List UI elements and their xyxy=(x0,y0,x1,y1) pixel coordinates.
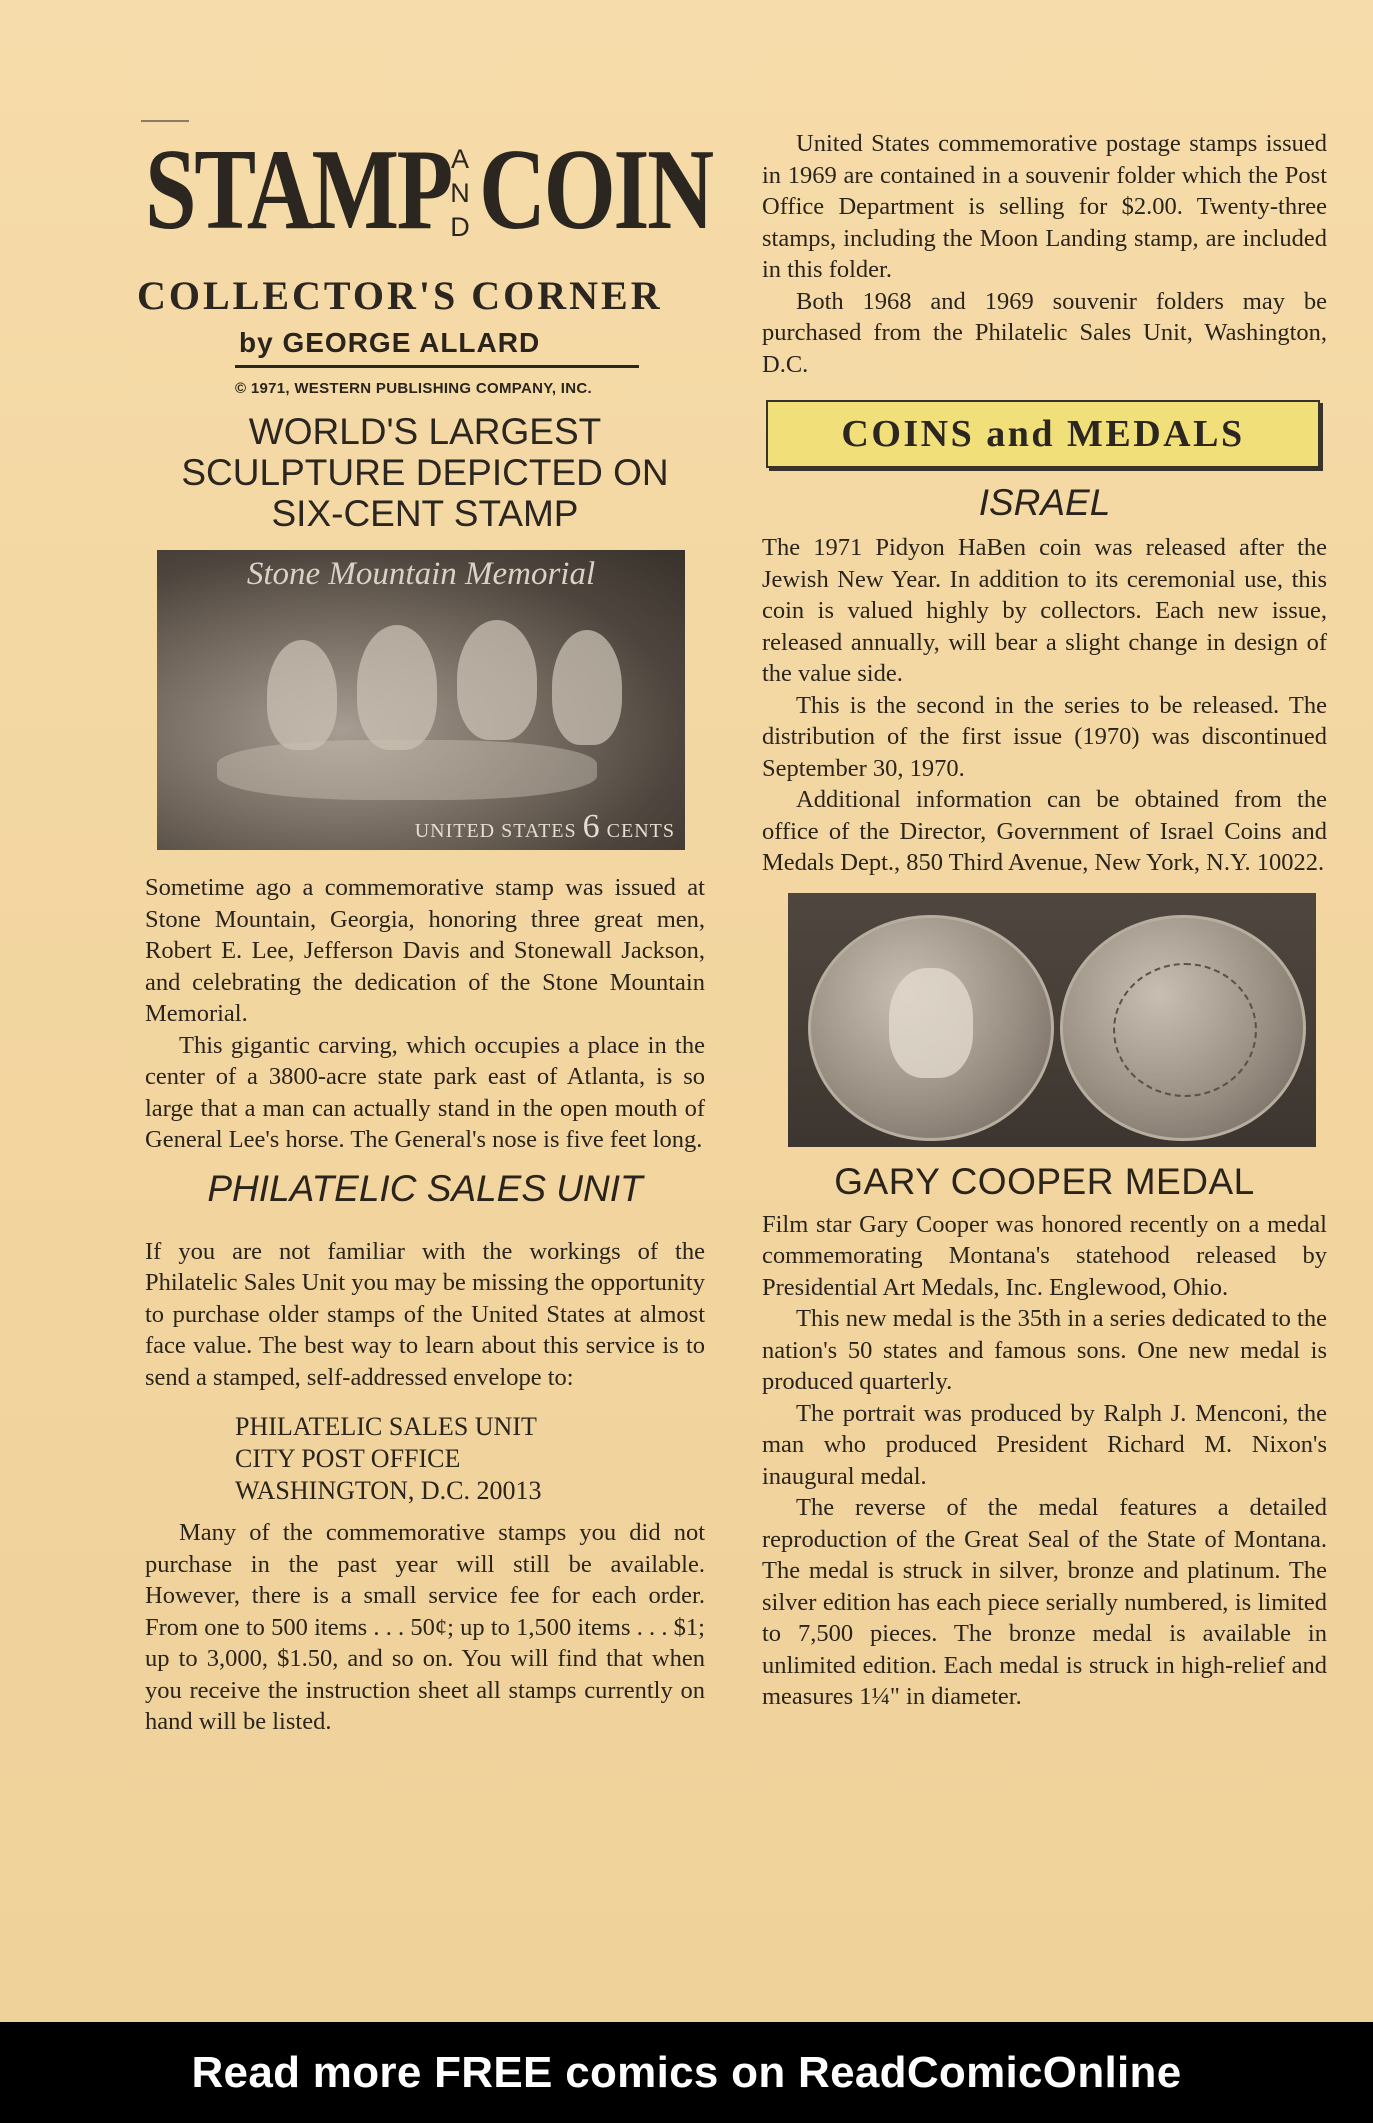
medal-paragraph: The reverse of the medal features a detailed reproduction of the Great Seal of the State of Montana. The medal is struck in silver, bronze and platinum. The silver edition has each piece serially numbered, is limited to 7,500 pieces. The bronze medal is available in unlimited edition. Each medal is struck in high-relief and measures 1¼" in diameter. xyxy=(762,1494,1327,1710)
israel-paragraph: The 1971 Pidyon HaBen coin was released after the Jewish New Year. In addition to its ceremonial use, this coin is valued highly by collectors. Each new issue, released annually, will bear a slight change in design of the value side. xyxy=(762,534,1327,687)
israel-paragraph: This is the second in the series to be released. The distribution of the first issue (1970) was discontinued September 30, 1970. xyxy=(762,691,1327,782)
article2-body: Many of the commemorative stamps you did not purchase in the past year will still be available. However, there is a small service fee for each order. From one to 500 items . . . 50¢; up to 1,500 items . . . $1; up to 3,000, $1.50, and so on. You will find that when you receive the instruction sheet all stamps currently on hand will be listed. xyxy=(145,1519,705,1735)
souvenir-folder-paragraph: Both 1968 and 1969 souvenir folders may be purchased from the Philatelic Sales Unit, Washington, D.C. xyxy=(762,287,1327,378)
mailing-address xyxy=(235,1411,705,1507)
headline-line: WORLD'S LARGEST xyxy=(248,411,602,452)
medal-heading: GARY COOPER MEDAL xyxy=(834,1160,1255,1202)
medal-paragraph: This new medal is the 35th in a series dedicated to the nation's 50 states and famous sons. One new medal is produced quarterly. xyxy=(762,1305,1327,1395)
article2-intro: If you are not familiar with the workings of the Philatelic Sales Unit you may be missing the opportunity to purchase older stamps of the United States at almost face value. The best way to learn about this service is to send a stamped, self-addressed envelope to: xyxy=(145,1237,705,1391)
carving-figure xyxy=(457,620,537,740)
medal-obverse xyxy=(808,915,1054,1141)
israel-paragraph: Additional information can be obtained from the office of the Director, Government of Israel Coins and Medals Dept., 850 Third Avenue, New York, N.Y. 10022. xyxy=(762,786,1327,876)
masthead-subtitle: COLLECTOR'S CORNER xyxy=(137,273,663,318)
address-line: WASHINGTON, D.C. 20013 xyxy=(235,1476,542,1505)
masthead-and-letter: A xyxy=(450,144,469,174)
masthead-and-letters xyxy=(448,142,472,244)
carving-figure xyxy=(267,640,337,750)
carving-horses xyxy=(217,740,597,800)
article1-headline xyxy=(145,411,705,534)
headline-line: SIX-CENT STAMP xyxy=(271,493,579,534)
stone-mountain-stamp-image xyxy=(157,550,685,850)
article1-paragraph: Sometime ago a commemorative stamp was issued at Stone Mountain, Georgia, honoring three great men, Robert E. Lee, Jefferson Davis and Stonewall Jackson, and celebrating the dedication of the Stone Mountain Memorial. xyxy=(145,874,705,1027)
stamp-cents: CENTS xyxy=(606,820,675,842)
masthead-coin-word: COIN xyxy=(479,126,712,254)
address-line: CITY POST OFFICE xyxy=(235,1444,461,1473)
masthead-stamp-word: STAMP xyxy=(145,126,451,254)
article1-body xyxy=(145,872,705,1156)
coins-and-medals-banner xyxy=(766,400,1320,468)
medal-paragraph: Film star Gary Cooper was honored recently on a medal commemorating Montana's statehood released by Presidential Art Medals, Inc. Englewood, Ohio. xyxy=(762,1210,1327,1301)
coins-and-medals-label: COINS and MEDALS xyxy=(841,413,1245,455)
masthead xyxy=(145,120,712,270)
medal-reverse xyxy=(1060,915,1306,1141)
carving-figure xyxy=(552,630,622,745)
article2-title: PHILATELIC SALES UNIT xyxy=(207,1167,643,1209)
right-column xyxy=(762,128,1327,1713)
stamp-caption-bottom xyxy=(415,808,675,846)
address-line: PHILATELIC SALES UNIT xyxy=(235,1412,537,1441)
israel-heading: ISRAEL xyxy=(978,482,1111,523)
headline-line: SCULPTURE DEPICTED ON xyxy=(181,452,669,493)
masthead-and-letter: N xyxy=(450,178,470,208)
carving-figure xyxy=(357,625,437,750)
masthead-and-letter: D xyxy=(450,212,470,242)
article1-paragraph: This gigantic carving, which occupies a place in the center of a 3800-acre state park east of Atlanta, is so large that a man can actually stand in the open mouth of General Lee's horse. The General's nose is five feet long. xyxy=(145,1031,705,1153)
souvenir-folder-paragraph: United States commemorative postage stamps issued in 1969 are contained in a souvenir folder which the Post Office Department is selling for $2.00. Twenty-three stamps, including the Moon Landing stamp, are included in this folder. xyxy=(762,130,1327,283)
medal-paragraph: The portrait was produced by Ralph J. Menconi, the man who produced President Richard M. Nixon's inaugural medal. xyxy=(762,1399,1327,1490)
medal-portrait xyxy=(889,968,973,1078)
stamp-denomination: 6 xyxy=(582,808,601,845)
copyright-notice: © 1971, WESTERN PUBLISHING COMPANY, INC. xyxy=(235,380,592,397)
medal-state-seal xyxy=(1113,963,1257,1097)
byline: by GEORGE ALLARD xyxy=(235,327,639,368)
stamp-country: UNITED STATES xyxy=(414,820,577,842)
promo-footer-banner[interactable] xyxy=(0,2022,1373,2123)
left-column xyxy=(137,120,712,1738)
stamp-caption-top: Stone Mountain Memorial xyxy=(246,556,596,592)
gary-cooper-medal-image xyxy=(788,893,1316,1147)
promo-footer-text[interactable]: Read more FREE comics on ReadComicOnline xyxy=(191,2047,1182,2097)
